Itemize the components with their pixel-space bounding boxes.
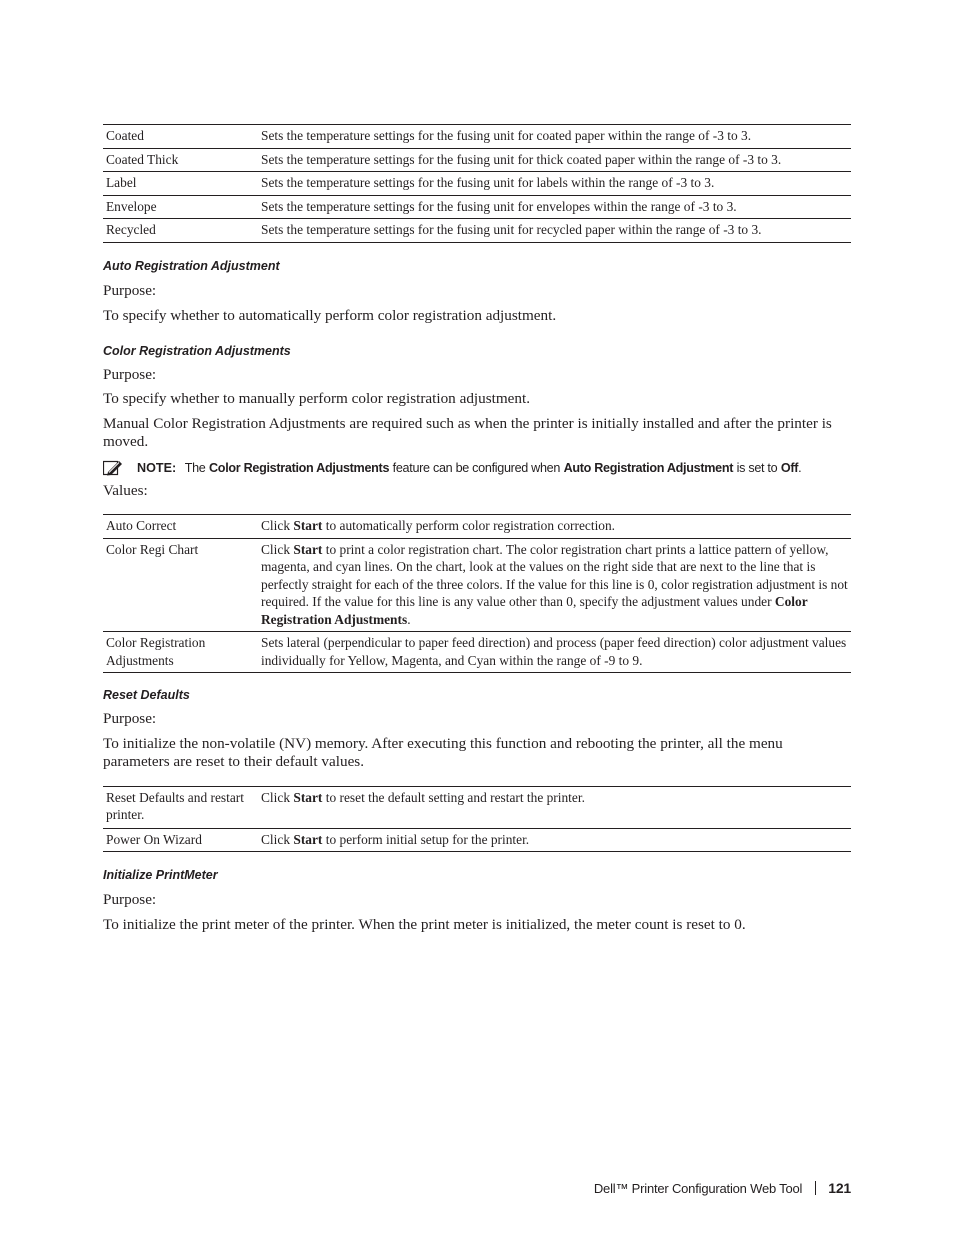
- note-label: NOTE:: [137, 460, 177, 475]
- row-description: Click Start to print a color registration chart. The color registration chart prints a lattice pattern of yellow, magenta, and cyan lines. On the chart, look at the values on the right side that are next to the line that is perfectly straight for each of the three colors. If the value for this line is 0, color registration adjustment is not required. If the value for this line is any value other than 0, specify the adjustment values under Color Registration Adjustments.: [258, 538, 851, 632]
- section-heading-reset-defaults: Reset Defaults: [103, 688, 190, 702]
- row-description: Click Start to automatically perform color registration correction.: [261, 518, 616, 533]
- note-term: Off: [780, 460, 799, 475]
- section-heading-auto-registration: Auto Registration Adjustment: [103, 258, 280, 273]
- table-row: [103, 219, 851, 243]
- pencil-note-icon: [103, 460, 123, 476]
- row-label: Reset Defaults and restart printer.: [106, 789, 244, 822]
- table-row: [103, 195, 851, 219]
- row-label: Label: [103, 172, 258, 196]
- purpose-label: Purpose:: [103, 710, 157, 727]
- table-row: [103, 515, 851, 539]
- table-row: [103, 148, 851, 172]
- color-registration-table: [103, 514, 851, 673]
- page-content: [103, 124, 851, 934]
- table-row: [103, 828, 851, 852]
- note-term: Color Registration Adjustments: [209, 460, 390, 475]
- row-description: Sets the temperature settings for the fusing unit for thick coated paper within the range of -3 to 3.: [258, 148, 851, 172]
- note-text: The: [184, 460, 206, 475]
- row-description: Sets lateral (perpendicular to paper feed direction) and process (paper feed direction) color adjustment values individually for Yellow, Magenta, and Cyan within the range of -9 to 9.: [258, 632, 851, 673]
- note-text: .: [798, 460, 802, 475]
- row-label: Envelope: [103, 195, 258, 219]
- purpose-label: Purpose:: [103, 281, 157, 299]
- table-row: [103, 172, 851, 196]
- footer-divider: [815, 1181, 816, 1195]
- table-row: [103, 538, 851, 632]
- fusing-temperature-table: [103, 124, 851, 243]
- row-description: Sets the temperature settings for the fusing unit for labels within the range of -3 to 3.: [258, 172, 851, 196]
- table-row: [103, 786, 851, 828]
- row-label: Coated: [106, 128, 144, 143]
- note-text: feature can be configured when: [392, 460, 561, 475]
- row-description: Sets the temperature settings for the fusing unit for coated paper within the range of -3 to 3.: [261, 128, 752, 143]
- page-number: 121: [828, 1180, 851, 1196]
- row-description: Sets the temperature settings for the fusing unit for recycled paper within the range of -3 to 3.: [258, 219, 851, 243]
- row-description: Sets the temperature settings for the fusing unit for envelopes within the range of -3 to 3.: [258, 195, 851, 219]
- manual-adjustment-text: Manual Color Registration Adjustments are required such as when the printer is initially installed and after the printer is moved.: [103, 414, 832, 450]
- purpose-text: To specify whether to automatically perform color registration adjustment.: [103, 307, 557, 324]
- row-description: Click Start to perform initial setup for the printer.: [258, 828, 851, 852]
- row-label: Color Registration Adjustments: [103, 632, 258, 673]
- start-term: Start: [293, 831, 323, 847]
- footer-title: Dell™ Printer Configuration Web Tool: [593, 1180, 803, 1196]
- note-text: is set to: [736, 460, 778, 475]
- row-description: Click Start to reset the default setting and restart the printer.: [261, 789, 585, 805]
- purpose-text: To initialize the non-volatile (NV) memory. After executing this function and rebooting the printer, all the menu parameters are reset to their default values.: [103, 734, 783, 770]
- start-term: Start: [293, 518, 323, 533]
- reset-defaults-table: [103, 786, 851, 853]
- section-heading-initialize-printmeter: Initialize PrintMeter: [103, 868, 218, 882]
- start-term: Start: [293, 789, 323, 805]
- values-label: Values:: [103, 481, 148, 499]
- purpose-text: To initialize the print meter of the printer. When the print meter is initialized, the meter count is reset to 0.: [103, 915, 746, 933]
- purpose-text: To specify whether to manually perform color registration adjustment.: [103, 390, 531, 407]
- table-row: [103, 632, 851, 673]
- row-label: Auto Correct: [106, 518, 177, 533]
- start-term: Start: [293, 541, 323, 557]
- purpose-label: Purpose:: [103, 891, 157, 908]
- row-label: Recycled: [103, 219, 258, 243]
- section-heading-color-registration: Color Registration Adjustments: [103, 343, 291, 358]
- row-label: Coated Thick: [103, 148, 258, 172]
- table-row: [103, 125, 851, 149]
- note-term: Auto Registration Adjustment: [563, 460, 734, 475]
- setting-term: Color Registration Adjustments: [261, 594, 808, 627]
- row-label: Power On Wizard: [103, 828, 258, 852]
- note: [103, 460, 851, 476]
- row-label: Color Regi Chart: [103, 538, 258, 632]
- purpose-label: Purpose:: [103, 365, 157, 383]
- page-footer: [594, 1180, 851, 1196]
